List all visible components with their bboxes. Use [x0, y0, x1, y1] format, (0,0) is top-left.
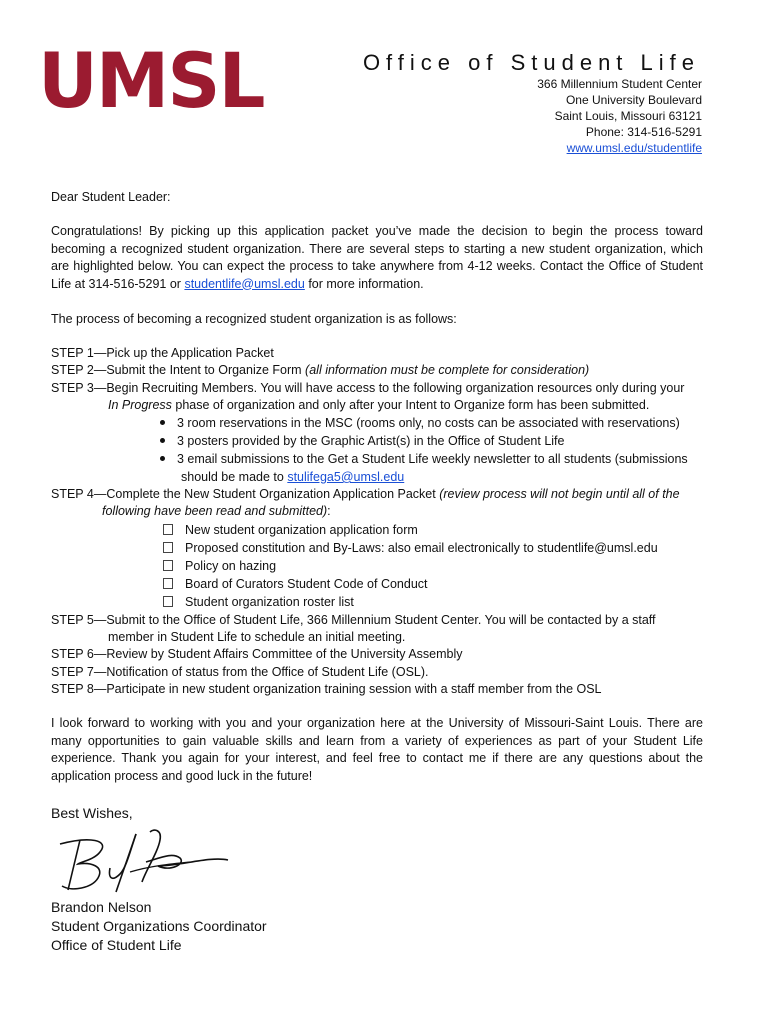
checklist-item: Board of Curators Student Code of Conduct	[163, 576, 428, 594]
step-8: STEP 8—Participate in new student organization training session with a staff member from the OSL	[51, 682, 602, 696]
office-title: Office of Student Life	[362, 50, 700, 75]
sign-off: Best Wishes,	[51, 805, 133, 821]
address-line: One University Boulevard	[565, 93, 702, 107]
step-4-continued: following have been read and submitted):	[102, 504, 331, 518]
website-link[interactable]: www.umsl.edu/studentlife	[566, 141, 702, 155]
step-3-cont-text: phase of organization and only after your Intent to Organize form has been submitted.	[171, 398, 650, 412]
checklist-item: Student organization roster list	[163, 594, 354, 612]
step-2-text: STEP 2—Submit the Intent to Organize Form	[51, 363, 306, 377]
bullet-icon	[160, 456, 165, 461]
bullet-item: 3 email submissions to the Get a Student Life weekly newsletter to all students (submissions	[160, 451, 688, 469]
step-3-continued	[108, 397, 649, 415]
step-1: STEP 1—Pick up the Application Packet	[51, 346, 274, 360]
step-3-phase: In Progress	[108, 398, 172, 412]
process-intro: The process of becoming a recognized student organization is as follows:	[51, 312, 457, 326]
checkbox-icon	[163, 524, 173, 535]
phone-line: Phone: 314-516-5291	[585, 125, 702, 139]
signer-title: Student Organizations Coordinator	[51, 918, 267, 934]
step-2	[51, 362, 589, 380]
step-4	[51, 486, 680, 504]
bullet-icon	[160, 420, 165, 425]
step-3: STEP 3—Begin Recruiting Members. You will have access to the following organization resources only during your	[51, 381, 685, 395]
step-4-note-cont: following have been read and submitted)	[102, 504, 328, 518]
intro-text: Congratulations! By picking up this application packet you’ve made the decision to begin the process toward becoming a recognized student organization. There are several steps to starting a new student organization, which are highlighted below. You can expect the process to take anywhere from 4-12 weeks. Contact the Office of Student Life at 314-516-5291 or	[51, 224, 703, 291]
step-6: STEP 6—Review by Student Affairs Committee of the University Assembly	[51, 647, 463, 661]
signer-office: Office of Student Life	[51, 937, 182, 953]
checkbox-icon	[163, 542, 173, 553]
intro-text-end: for more information.	[304, 276, 424, 291]
studentlife-email-link[interactable]: studentlife@umsl.edu	[184, 276, 305, 291]
greeting: Dear Student Leader:	[51, 190, 171, 204]
checkbox-icon	[163, 578, 173, 589]
bullet-item-continued: should be made to stulifega5@umsl.edu	[181, 470, 405, 484]
checkbox-icon	[163, 560, 173, 571]
stulife-email-link[interactable]: stulifega5@umsl.edu	[287, 470, 405, 484]
signature-image	[50, 822, 240, 897]
checklist-item: Proposed constitution and By-Laws: also email electronically to studentlife@umsl.edu	[163, 540, 658, 558]
address-line: 366 Millennium Student Center	[537, 77, 702, 91]
closing-paragraph: I look forward to working with you and your organization here at the University of Missouri-Saint Louis. There are many opportunities to gain valuable skills and learn from a variety of experiences as part of your Student Life experience. Thank you again for your interest, and feel free to contact me if there are any questions about the application process and good luck in the future!	[51, 716, 703, 783]
checklist-item: New student organization application form	[163, 522, 418, 540]
step-4-note: (review process will not begin until all of the	[439, 487, 680, 501]
step-5: STEP 5—Submit to the Office of Student Life, 366 Millennium Student Center. You will be contacted by a staff	[51, 613, 656, 627]
step-2-note: (all information must be complete for consideration)	[305, 363, 590, 377]
umsl-logo: UMSL	[38, 36, 264, 125]
bullet-item: 3 posters provided by the Graphic Artist(s) in the Office of Student Life	[160, 433, 564, 451]
signer-name: Brandon Nelson	[51, 899, 152, 915]
intro-paragraph	[51, 223, 703, 293]
checkbox-icon	[163, 596, 173, 607]
bullet-icon	[160, 438, 165, 443]
bullet-item: 3 room reservations in the MSC (rooms only, no costs can be associated with reservations)	[160, 415, 680, 433]
address-block	[537, 76, 702, 156]
step-7: STEP 7—Notification of status from the Office of Student Life (OSL).	[51, 665, 429, 679]
checklist-item: Policy on hazing	[163, 558, 276, 576]
step-5-continued: member in Student Life to schedule an initial meeting.	[108, 630, 406, 644]
address-line: Saint Louis, Missouri 63121	[554, 109, 702, 123]
step-4-text: STEP 4—Complete the New Student Organization Application Packet	[51, 487, 440, 501]
